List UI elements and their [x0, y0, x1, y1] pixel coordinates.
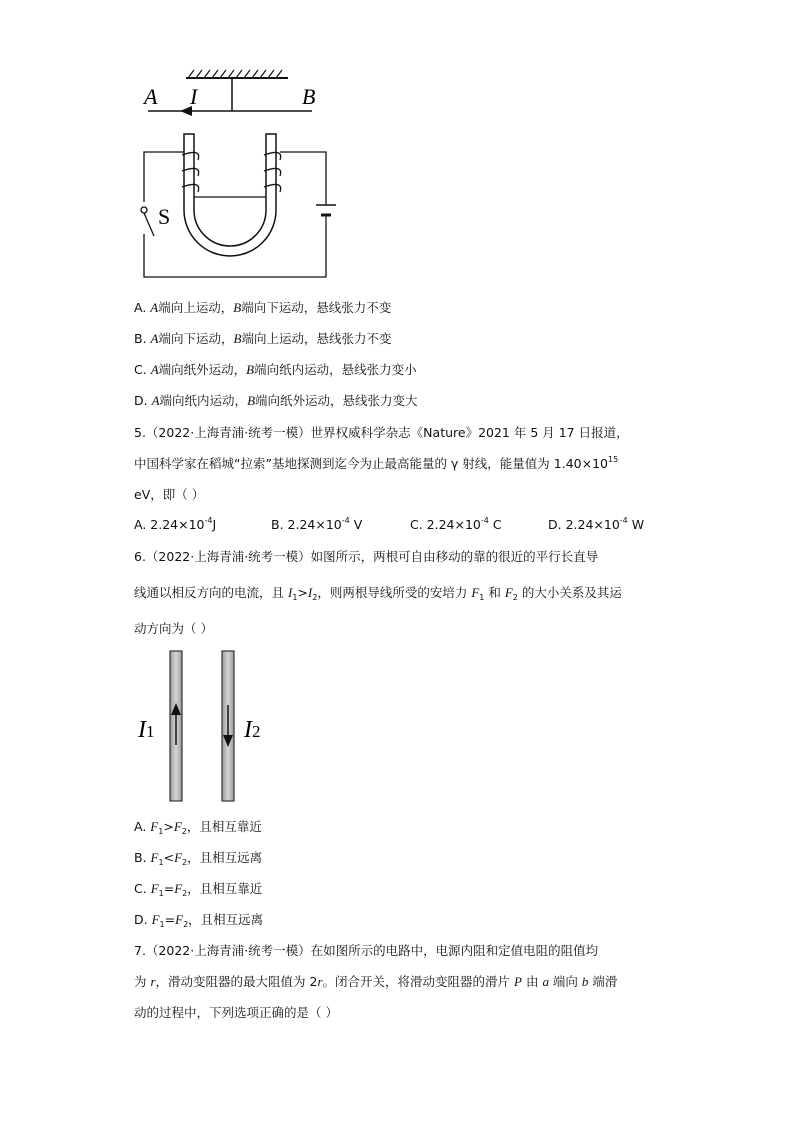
- q5-option-d[interactable]: D. $2.24\times 10^{-4}$ W: [548, 516, 645, 532]
- q5-option-b[interactable]: B. $2.24\times 10^{-4}$ V: [271, 516, 363, 532]
- q6-stem-line1: 6.（2022·上海青浦·统考一模）如图所示，两根可自由移动的靠的很近的平行长直导: [134, 549, 599, 564]
- label-i2: I2: [244, 717, 261, 743]
- q6-option-d[interactable]: D. $F_1=F_2$，且相互远离: [134, 912, 264, 929]
- q7-stem-line2: 为 r，滑动变阻器的最大阻值为 2r。闭合开关，将滑动变阻器的滑片 P 由 a 端向 b 端滑: [134, 974, 618, 989]
- q6-option-c[interactable]: C. $F_1=F_2$，且相互靠近: [134, 881, 263, 898]
- q5-option-a[interactable]: A. $2.24\times 10^{-4}J$: [134, 516, 217, 532]
- q4-option-c[interactable]: C. A端向纸外运动，B端向纸内运动，悬线张力变小: [134, 362, 417, 377]
- q4-option-a[interactable]: A. A端向上运动，B端向下运动，悬线张力不变: [134, 300, 392, 315]
- q7-stem-line1: 7.（2022·上海青浦·统考一模）在如图所示的电路中，电源内阻和定值电阻的阻值均: [134, 943, 599, 958]
- q5-stem-line3: eV，即（ ）: [134, 487, 205, 502]
- q5-stem-line1: 5.（2022·上海青浦·统考一模）世界权威科学杂志《Nature》2021 年 5 月 17 日报道，: [134, 425, 629, 440]
- label-s: S: [158, 204, 171, 229]
- label-i1: I1: [138, 717, 155, 743]
- label-a: A: [144, 84, 158, 109]
- label-b: B: [302, 84, 316, 109]
- q7-stem-line3: 动的过程中，下列选项正确的是（ ）: [134, 1005, 338, 1020]
- figure-parallel-wires: [130, 645, 280, 810]
- q6-option-b[interactable]: B. $F_1<F_2$，且相互远离: [134, 850, 263, 867]
- q6-option-a[interactable]: A. $F_1>F_2$，且相互靠近: [134, 819, 262, 836]
- q5-stem-line2: 中国科学家在稻城“拉索”基地探测到迄今为止最高能量的 γ 射线，能量值为 $1.40\times 10^{15}$: [134, 455, 619, 471]
- figure-electromagnet: [130, 62, 490, 282]
- q6-stem-line2: 线通以相反方向的电流，且 $I_1>I_2$，则两根导线所受的安培力 $F_1$ 和 $F_2$ 的大小关系及其运: [134, 585, 622, 602]
- q4-option-d[interactable]: D. A端向纸内运动，B端向纸外运动，悬线张力变大: [134, 393, 418, 408]
- q6-stem-line3: 动方向为（ ）: [134, 621, 213, 636]
- label-i: I: [190, 84, 198, 109]
- q5-option-c[interactable]: C. $2.24\times 10^{-4}$ C: [410, 516, 502, 532]
- q4-option-b[interactable]: B. A端向下运动，B端向上运动，悬线张力不变: [134, 331, 392, 346]
